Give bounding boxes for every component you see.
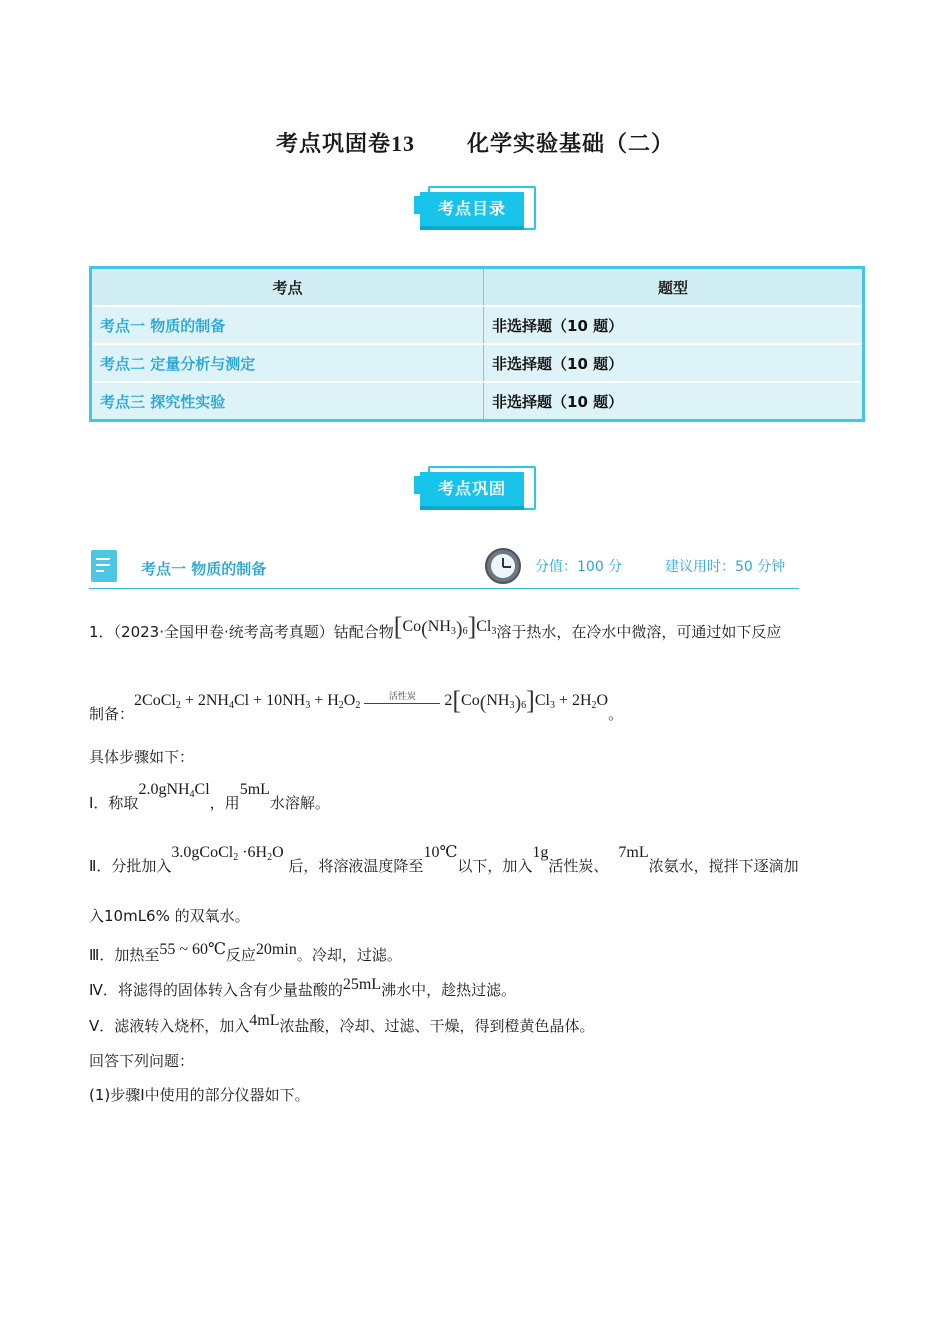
- reaction-line: [89, 686, 624, 723]
- catalyst-label: 活性炭: [388, 691, 416, 701]
- catalog-table: [89, 266, 865, 422]
- step-3-temp: 55 ~ 60℃: [159, 941, 226, 958]
- catalog-badge: [420, 186, 538, 232]
- title-sub: 化学实验基础（二）: [467, 131, 675, 156]
- toc-point-1: 考点一 物质的制备: [91, 306, 484, 344]
- step-1-volume: 5mL: [239, 781, 270, 798]
- table-header-row: [91, 268, 864, 307]
- step-1-mass: 2.0gNH$_4$Cl: [138, 781, 210, 800]
- step-3-time: 20min: [255, 941, 297, 958]
- step-4-volume: 25mL: [342, 976, 382, 993]
- table-row: [91, 344, 864, 382]
- step-2-ammonia-volume: 7mL: [618, 844, 649, 861]
- step-3-tail: 。冷却，过滤。: [296, 946, 402, 964]
- step-3: [89, 941, 402, 965]
- subquestion-1: (1)步骤Ⅰ中使用的部分仪器如下。: [89, 1086, 310, 1104]
- page-title: [0, 127, 950, 158]
- reaction-period: 。: [608, 705, 624, 723]
- step-2-text-a: 后，将溶液温度降至: [288, 857, 424, 875]
- section-header: [89, 548, 799, 589]
- clock-icon: [485, 548, 521, 584]
- step-4-tail: 沸水中，趁热过滤。: [381, 981, 517, 999]
- note-icon: [91, 550, 117, 582]
- step-1-tail: 水溶解。: [269, 794, 330, 812]
- step-2-label: Ⅱ．分批加入: [89, 857, 172, 875]
- step-5-label: Ⅴ．滤液转入烧杯，加入: [89, 1017, 250, 1035]
- step-3-mid: 反应: [225, 946, 256, 964]
- header-point: 考点: [91, 268, 484, 307]
- question-number: 1．: [89, 623, 114, 641]
- toc-point-2: 考点二 定量分析与测定: [91, 344, 484, 382]
- header-type: 题型: [484, 268, 864, 307]
- catalog-badge-label: 考点目录: [420, 192, 524, 230]
- toc-type-1: 非选择题（10 题）: [484, 306, 864, 344]
- question-source: （2023·全国甲卷·统考高考真题）钴配合物: [113, 623, 394, 641]
- steps-label: 具体步骤如下：: [89, 748, 195, 766]
- step-2-text-c: 活性炭、: [548, 857, 609, 875]
- practice-badge-label: 考点巩固: [420, 472, 524, 510]
- toc-type-3: 非选择题（10 题）: [484, 382, 864, 421]
- table-row: [91, 306, 864, 344]
- step-1: [89, 781, 330, 814]
- step-5-volume: 4mL: [249, 1012, 280, 1029]
- toc-type-2: 非选择题（10 题）: [484, 344, 864, 382]
- toc-point-3: 考点三 探究性实验: [91, 382, 484, 421]
- section-name: 考点一 物质的制备: [141, 560, 267, 578]
- step-3-label: Ⅲ．加热至: [89, 946, 160, 964]
- step-1-mid: ，用: [209, 794, 240, 812]
- ask-text: 回答下列问题：: [89, 1052, 195, 1070]
- step-1-label: Ⅰ．称取: [89, 794, 139, 812]
- step-5-tail: 浓盐酸，冷却、过滤、干燥，得到橙黄色晶体。: [279, 1017, 595, 1035]
- step-2-line-2: 入10mL6% 的双氧水。: [89, 907, 250, 925]
- complex-formula: $[Co(NH_3)_6]Cl_3$: [393, 612, 497, 641]
- question-intro: [89, 612, 782, 648]
- step-5: [89, 1012, 595, 1036]
- step-4: [89, 976, 517, 1000]
- step-2-carbon-amount: 1g: [532, 844, 549, 861]
- step-2-temp: 10℃: [423, 844, 458, 861]
- practice-badge: [420, 466, 538, 512]
- step-2-salt: 3.0gCoCl$_2$ $\cdot 6H_2O$: [171, 844, 284, 863]
- step-2-text-b: 以下，加入: [457, 857, 533, 875]
- score-text: 分值：100 分: [535, 559, 623, 575]
- step-2-text-d: 浓氨水，搅拌下逐滴加: [648, 857, 799, 875]
- prep-label: 制备：: [89, 705, 135, 723]
- step-2: [89, 844, 799, 877]
- step-4-label: Ⅳ．将滤得的固体转入含有少量盐酸的: [89, 981, 343, 999]
- reaction-equation: 2CoCl$_2$ + $2NH_4Cl + 10NH_3 + H_2O_2$ 活性炭 $2[Co(NH_3)_6]Cl_3 + 2H_2O$: [134, 686, 609, 715]
- question-intro-tail: 溶于热水，在冷水中微溶，可通过如下反应: [496, 623, 782, 641]
- title-main: 考点巩固卷13: [275, 131, 415, 156]
- time-text: 建议用时：50 分钟: [665, 559, 786, 575]
- table-row: [91, 382, 864, 421]
